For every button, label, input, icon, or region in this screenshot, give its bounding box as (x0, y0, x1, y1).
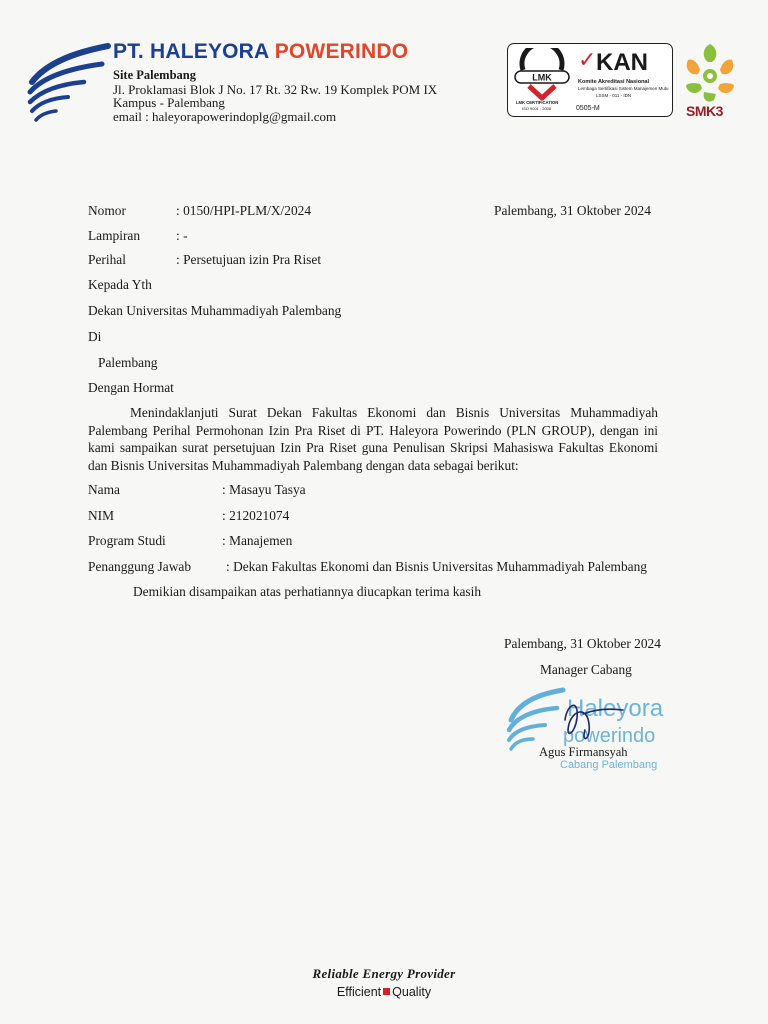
field-value-nama: : Masayu Tasya (222, 482, 306, 497)
field-label-penanggung-jawab: Penanggung Jawab (88, 559, 192, 574)
company-name (113, 40, 408, 64)
greeting: Dengan Hormat (88, 380, 174, 395)
kan-check-icon: ✓ (578, 47, 597, 72)
kan-description: Lembaga Sertifikasi Sistem Manajemen Mutu (578, 86, 669, 91)
recipient-di: Di (88, 329, 102, 344)
email-line: email : haleyorapowerindoplg@gmail.com (113, 109, 337, 124)
lampiran-value: : - (176, 228, 188, 243)
lampiran-label: Lampiran (88, 228, 141, 243)
recipient-kepada: Kepada Yth (88, 277, 152, 292)
lmk-certification-label: LMK CERTIFICATION (516, 100, 559, 105)
address-line-2: Kampus - Palembang (113, 95, 225, 110)
lmk-text: LMK (532, 72, 552, 83)
body-paragraph (88, 404, 658, 474)
footer-square-icon (383, 988, 390, 995)
stamp-line-3: Cabang Palembang (560, 759, 658, 771)
footer-efficient: Efficient (336, 985, 382, 999)
field-value-penanggung-jawab: : Dekan Fakultas Ekonomi dan Bisnis Universitas Muhammadiyah Palembang (226, 559, 648, 574)
recipient-dekan: Dekan Universitas Muhammadiyah Palembang (88, 303, 342, 318)
signature-date: Palembang, 31 Oktober 2024 (504, 636, 661, 651)
nomor-label: Nomor (88, 203, 126, 218)
field-value-program-studi: : Manajemen (222, 533, 293, 548)
address-line-1: Jl. Proklamasi Blok J No. 17 Rt. 32 Rw. 19 Komplek POM IX (113, 82, 438, 97)
kan-subtitle: Komite Akreditasi Nasional (578, 79, 650, 85)
footer-tagline: Reliable Energy Provider (312, 966, 456, 981)
stamp-line-1: Haleyora (567, 695, 664, 722)
kan-text: KAN (596, 49, 648, 76)
signatory-name: Agus Firmansyah (539, 745, 628, 759)
company-name-prefix: PT. HALEYORA (113, 40, 269, 63)
company-stamp (505, 684, 675, 772)
field-label-nim: NIM (88, 508, 115, 523)
perihal-value: : Persetujuan izin Pra Riset (176, 252, 322, 267)
lmk-iso-label: ISO 9001 : 2008 (522, 106, 552, 111)
field-label-nama: Nama (88, 482, 120, 497)
footer-quality: Quality (392, 985, 432, 999)
field-value-nim: : 212021074 (222, 508, 290, 523)
footer-efficient-quality (0, 985, 768, 999)
smk3-text: SMK3 (686, 103, 723, 119)
perihal-label: Perihal (88, 252, 126, 267)
nomor-value: : 0150/HPI-PLM/X/2024 (176, 203, 312, 218)
cert-code: 0505-M (576, 105, 600, 112)
company-name-suffix: POWERINDO (274, 40, 409, 63)
signature-title: Manager Cabang (540, 662, 632, 677)
kan-code: LSSM - 011 - IDN (596, 93, 632, 98)
recipient-city: Palembang (98, 355, 158, 370)
stamp-line-2: powerindo (563, 725, 656, 747)
site-name: Site Palembang (113, 68, 196, 82)
company-swirl-logo (22, 40, 112, 130)
body-paragraph-text: Menindaklanjuti Surat Dekan Fakultas Ekonomi dan Bisnis Universitas Muhammadiyah Palembang Perihal Permohonan Izin Pra Riset di PT. Haleyora Powerindo (PLN GROUP), dengan ini kami sampaikan surat persetujuan Izin Pra Riset guna Penulisan Skripsi Mahasiswa Fakultas Ekonomi dan Bisnis Universitas Muhammadiyah Palembang dengan data sebagai berikut: (88, 405, 658, 473)
field-label-program-studi: Program Studi (88, 533, 166, 548)
closing-sentence: Demikian disampaikan atas perhatiannya diucapkan terima kasih (133, 584, 482, 599)
certification-badge (507, 43, 673, 117)
letter-date: Palembang, 31 Oktober 2024 (494, 203, 651, 218)
